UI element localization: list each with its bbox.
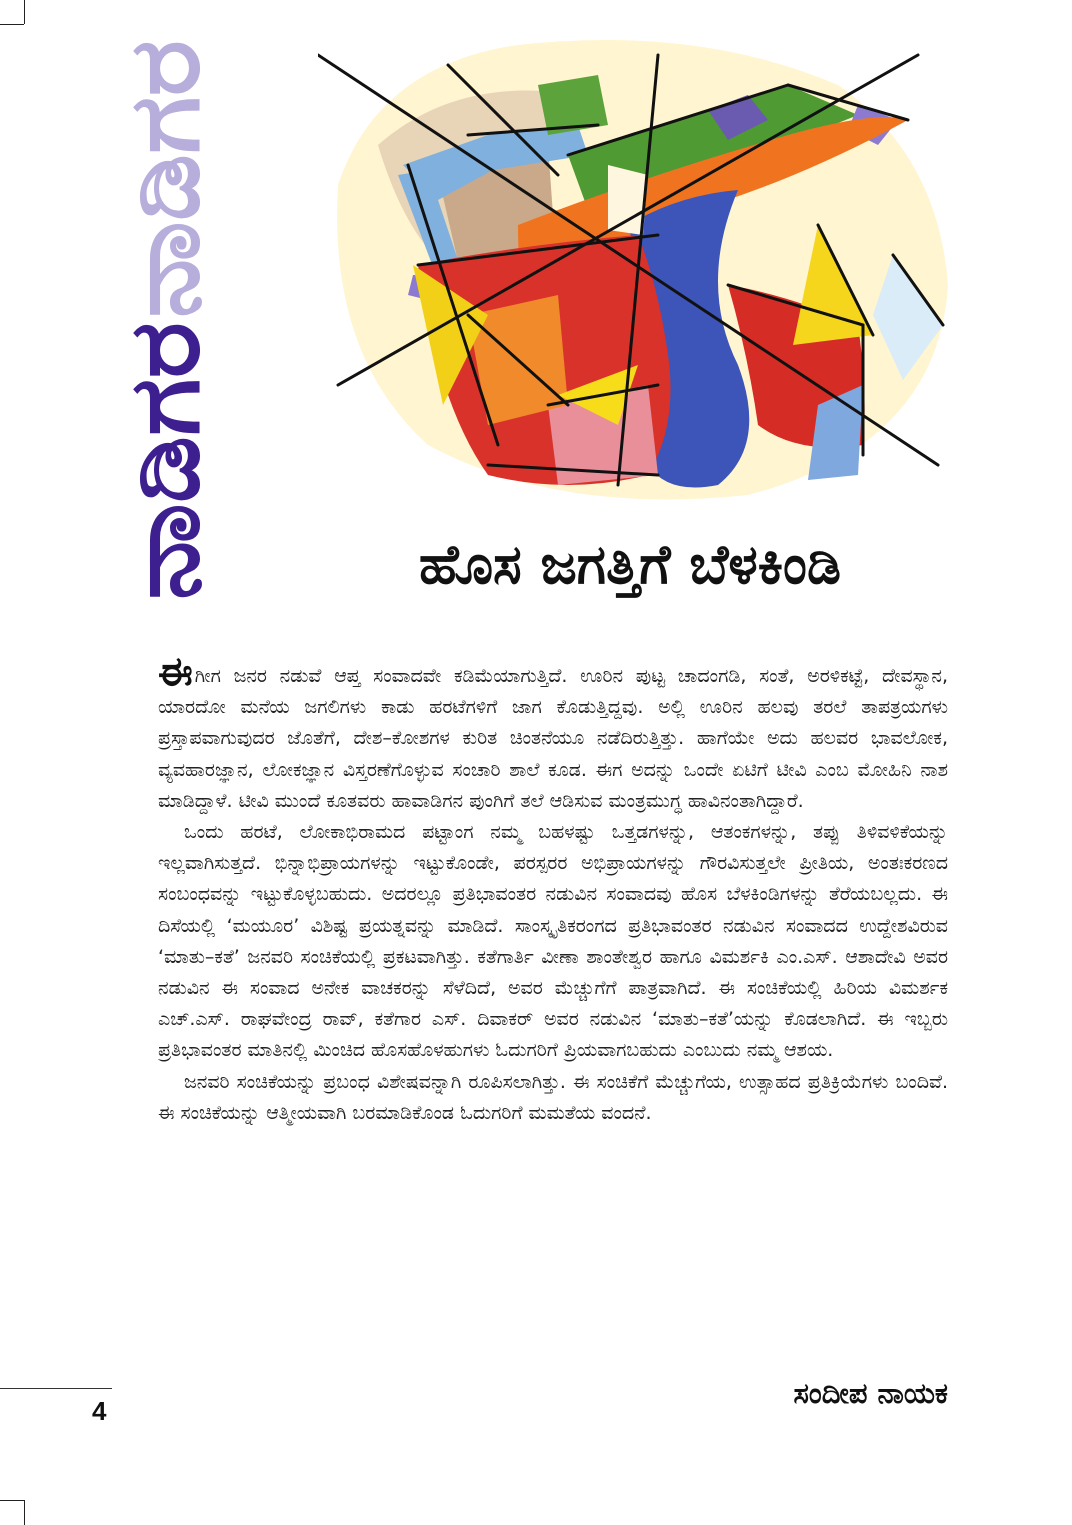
crop-mark-top bbox=[24, 0, 25, 24]
section-title-dark: ನಾಡಿಗರ bbox=[108, 344, 218, 600]
article-headline: ಹೊಸ ಜಗತ್ತಿಗೆ ಬೆಳಕಿಂಡಿ bbox=[419, 533, 841, 596]
abstract-geometric-painting bbox=[318, 25, 958, 505]
paragraph-1 bbox=[158, 649, 948, 817]
page-number-rule bbox=[0, 1388, 112, 1389]
crop-mark-bottom bbox=[24, 1500, 25, 1525]
crop-mark-top-h bbox=[0, 24, 24, 25]
drop-cap: ಈ bbox=[158, 649, 193, 695]
paragraph-1-text: ಗೀಗ ಜನರ ನಡುವೆ ಆಪ್ತ ಸಂವಾದವೇ ಕಡಿಮೆಯಾಗುತ್ತಿದೆ. ಊರಿನ ಪುಟ್ಟ ಚಾದಂಗಡಿ, ಸಂತೆ, ಅರಳಿಕಟ್ಟೆ, ದೇವಸ್ಥಾನ, ಯಾರದೋ ಮನೆಯ ಜಗಲಿಗಳು ಕಾಡು ಹರಟೆಗಳಿಗೆ ಜಾಗ ಕೊಡುತ್ತಿದ್ದವು. ಅಲ್ಲಿ ಊರಿನ ಹಲವು ತರಲೆ ತಾಪತ್ರಯಗಳು ಪ್ರಸ್ತಾಪವಾಗುವುದರ ಜೊತೆಗೆ, ದೇಶ–ಕೋಶಗಳ ಕುರಿತ ಚಿಂತನೆಯೂ ನಡೆದಿರುತ್ತಿತ್ತು. ಹಾಗೆಯೇ ಅದು ಹಲವರ ಭಾವಲೋಕ, ವ್ಯವಹಾರಜ್ಞಾನ, ಲೋಕಜ್ಞಾನ ವಿಸ್ತರಣೆಗೊಳ್ಳುವ ಸಂಚಾರಿ ಶಾಲೆ ಕೂಡ. ಈಗ ಅದನ್ನು ಒಂದೇ ಏಟಿಗೆ ಟೀವಿ ಎಂಬ ಮೋಹಿನಿ ನಾಶ ಮಾಡಿದ್ದಾಳೆ. ಟೀವಿ ಮುಂದೆ ಕೂತವರು ಹಾವಾಡಿಗನ ಪುಂಗಿಗೆ ತಲೆ ಆಡಿಸುವ ಮಂತ್ರಮುಗ್ಧ ಹಾವಿನಂತಾಗಿದ್ದಾರೆ. bbox=[158, 665, 948, 812]
section-title-light: ನಾಡಿಗರ bbox=[108, 62, 218, 318]
article-body bbox=[158, 649, 948, 1129]
section-title-vertical bbox=[58, 30, 218, 600]
paragraph-3: ಜನವರಿ ಸಂಚಿಕೆಯನ್ನು ಪ್ರಬಂಧ ವಿಶೇಷವನ್ನಾಗಿ ರೂಪಿಸಲಾಗಿತ್ತು. ಈ ಸಂಚಿಕೆಗೆ ಮೆಚ್ಚುಗೆಯ, ಉತ್ಸಾಹದ ಪ್ರತಿಕ್ರಿಯೆಗಳು ಬಂದಿವೆ. ಈ ಸಂಚಿಕೆಯನ್ನು ಆತ್ಮೀಯವಾಗಿ ಬರಮಾಡಿಕೊಂಡ ಓದುಗರಿಗೆ ಮಮತೆಯ ವಂದನೆ. bbox=[158, 1070, 948, 1124]
page-number: 4 bbox=[92, 1396, 107, 1426]
author-signature: ಸಂದೀಪ ನಾಯಕ bbox=[793, 1376, 948, 1410]
crop-mark-bottom-h bbox=[0, 1500, 24, 1501]
paragraph-2: ಒಂದು ಹರಟೆ, ಲೋಕಾಭಿರಾಮದ ಪಟ್ಟಾಂಗ ನಮ್ಮ ಬಹಳಷ್ಟು ಒತ್ತಡಗಳನ್ನು, ಆತಂಕಗಳನ್ನು, ತಪ್ಪು ತಿಳಿವಳಿಕೆಯನ್ನು ಇಲ್ಲವಾಗಿಸುತ್ತದೆ. ಭಿನ್ನಾಭಿಪ್ರಾಯಗಳನ್ನು ಇಟ್ಟುಕೊಂಡೇ, ಪರಸ್ಪರರ ಅಭಿಪ್ರಾಯಗಳನ್ನು ಗೌರವಿಸುತ್ತಲೇ ಪ್ರೀತಿಯ, ಅಂತಃಕರಣದ ಸಂಬಂಧವನ್ನು ಇಟ್ಟುಕೊಳ್ಳಬಹುದು. ಅದರಲ್ಲೂ ಪ್ರತಿಭಾವಂತರ ನಡುವಿನ ಸಂವಾದವು ಹೊಸ ಬೆಳಕಿಂಡಿಗಳನ್ನು ತೆರೆಯಬಲ್ಲದು. ಈ ದಿಸೆಯಲ್ಲಿ ‘ಮಯೂರ’ ವಿಶಿಷ್ಟ ಪ್ರಯತ್ನವನ್ನು ಮಾಡಿದೆ. ಸಾಂಸ್ಕೃತಿಕರಂಗದ ಪ್ರತಿಭಾವಂತರ ನಡುವಿನ ಸಂವಾದದ ಉದ್ದೇಶವಿರುವ ‘ಮಾತು–ಕತೆ’ ಜನವರಿ ಸಂಚಿಕೆಯಲ್ಲಿ ಪ್ರಕಟವಾಗಿತ್ತು. ಕತೆಗಾರ್ತಿ ವೀಣಾ ಶಾಂತೇಶ್ವರ ಹಾಗೂ ವಿಮರ್ಶಕಿ ಎಂ.ಎಸ್. ಆಶಾದೇವಿ ಅವರ ನಡುವಿನ ಈ ಸಂವಾದ ಅನೇಕ ವಾಚಕರನ್ನು ಸೆಳೆದಿದೆ, ಅವರ ಮೆಚ್ಚುಗೆಗೆ ಪಾತ್ರವಾಗಿದೆ. ಈ ಸಂಚಿಕೆಯಲ್ಲಿ ಹಿರಿಯ ವಿಮರ್ಶಕ ಎಚ್.ಎಸ್. ರಾಘವೇಂದ್ರ ರಾವ್, ಕತೆಗಾರ ಎಸ್. ದಿವಾಕರ್ ಅವರ ನಡುವಿನ ‘ಮಾತು–ಕತೆ’ಯನ್ನು ಕೊಡಲಾಗಿದೆ. ಈ ಇಬ್ಬರು ಪ್ರತಿಭಾವಂತರ ಮಾತಿನಲ್ಲಿ ಮಿಂಚಿದ ಹೊಸಹೊಳಹುಗಳು ಓದುಗರಿಗೆ ಪ್ರಿಯವಾಗಬಹುದು ಎಂಬುದು ನಮ್ಮ ಆಶಯ. bbox=[158, 821, 948, 1062]
